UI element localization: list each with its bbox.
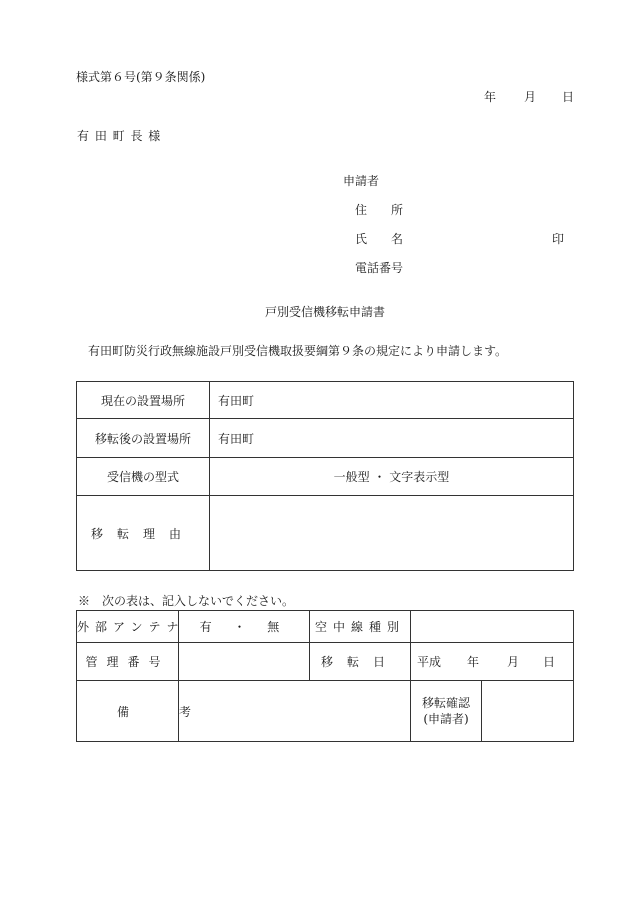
antenna-options[interactable]: 有 ・ 無 [179,611,310,643]
new-location-label: 移転後の設置場所 [77,419,210,458]
office-use-table [76,610,574,742]
form-number: 様式第６号(第９条関係) [76,70,206,84]
addressee: 有 田 町 長 様 [77,129,162,143]
move-date-label: 移転日 [310,643,411,681]
seal-mark: 印 [552,232,565,246]
confirm-label-line1: 移転確認 [421,696,470,710]
reason-label: 移転理由 [77,496,210,571]
remarks-label: 備考 [77,681,179,742]
office-use-note: ※ 次の表は、記入しないでください。 [78,594,295,608]
applicant-label: 申請者 [343,174,380,188]
move-month-label: 月 [507,655,520,669]
move-day-label: 日 [543,655,556,669]
control-number-field[interactable] [179,643,310,681]
receiver-type-options[interactable]: 一般型 ・ 文字表示型 [210,458,574,496]
date-year-label: 年 [484,90,497,104]
confirm-label [411,681,482,742]
reason-field[interactable] [210,496,574,571]
current-location-label: 現在の設置場所 [77,382,210,419]
name-label: 氏 名 [355,232,404,246]
control-number-label: 管理番号 [77,643,179,681]
antenna-label: 外部アンテナ [77,611,179,643]
phone-label: 電話番号 [355,261,404,275]
aerial-type-label: 空中線種別 [310,611,411,643]
new-location-field[interactable]: 有田町 [210,419,574,458]
date-day-label: 日 [562,90,575,104]
receiver-type-label: 受信機の型式 [77,458,210,496]
confirm-label-line2: (申請者) [423,712,469,726]
document-title: 戸別受信機移転申請書 [264,305,385,319]
current-location-field[interactable]: 有田町 [210,382,574,419]
aerial-type-field[interactable] [411,611,574,643]
application-table [76,381,574,571]
move-year-label: 年 [467,655,480,669]
address-label: 住 所 [355,203,404,217]
date-month-label: 月 [524,90,537,104]
confirm-field[interactable] [482,681,574,742]
heisei-label: 平成 [417,655,442,669]
intro-text: 有田町防災行政無線施設戸別受信機取扱要綱第９条の規定により申請します。 [88,344,508,358]
move-date-field[interactable] [411,643,574,681]
